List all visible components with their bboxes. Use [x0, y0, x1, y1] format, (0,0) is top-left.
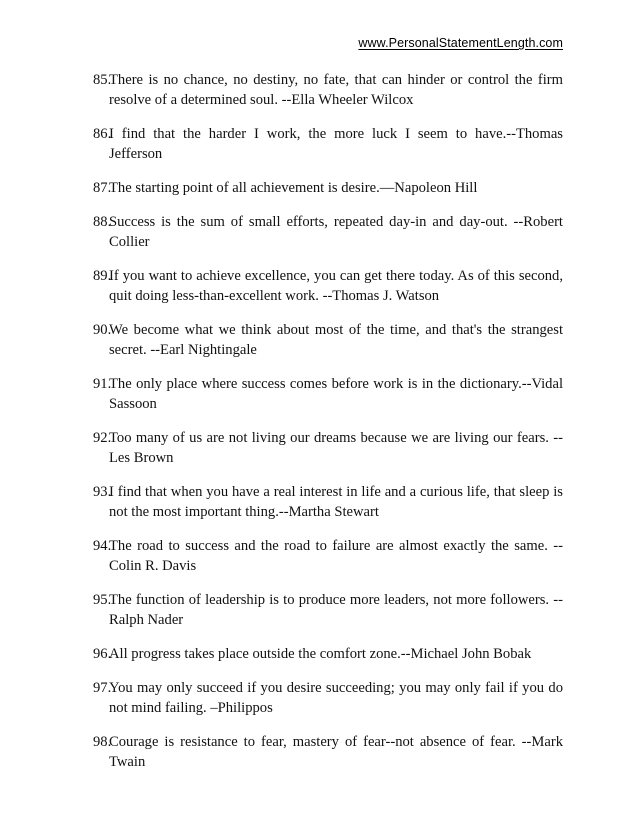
quote-number: 96. [93, 646, 112, 662]
quote-item-97 [93, 678, 563, 718]
quote-number: 91. [93, 376, 112, 392]
quote-item-89 [93, 266, 563, 306]
quote-number: 90. [93, 322, 112, 338]
quote-text: The starting point of all achievement is desire.—Napoleon Hill [109, 180, 478, 196]
quote-text: If you want to achieve excellence, you can get there today. As of this second, quit doing less-than-excellent work. --Thomas J. Watson [109, 268, 563, 304]
quote-item-86 [93, 124, 563, 164]
quote-item-93 [93, 482, 563, 522]
quote-number: 92. [93, 430, 112, 446]
quote-item-87 [93, 178, 563, 198]
quote-number: 93. [93, 484, 112, 500]
quote-item-88 [93, 212, 563, 252]
quote-number: 95. [93, 592, 112, 608]
quote-item-85 [93, 70, 563, 110]
quote-text: All progress takes place outside the comfort zone.--Michael John Bobak [109, 646, 532, 662]
quote-item-91 [93, 374, 563, 414]
quote-item-94 [93, 536, 563, 576]
quote-text: You may only succeed if you desire succeeding; you may only fail if you do not mind failing. –Philippos [109, 680, 563, 716]
quote-number: 86. [93, 126, 112, 142]
quote-list [93, 70, 563, 786]
quote-text: Courage is resistance to fear, mastery of fear--not absence of fear. --Mark Twain [109, 734, 563, 770]
quote-text: I find that the harder I work, the more luck I seem to have.--Thomas Jefferson [109, 126, 563, 162]
quote-number: 97. [93, 680, 112, 696]
quote-text: The only place where success comes before work is in the dictionary.--Vidal Sassoon [109, 376, 563, 412]
quote-text: There is no chance, no destiny, no fate, that can hinder or control the firm resolve of a determined soul. --Ella Wheeler Wilcox [109, 72, 563, 108]
quote-item-90 [93, 320, 563, 360]
quote-text: The road to success and the road to failure are almost exactly the same. --Colin R. Davis [109, 538, 563, 574]
quote-number: 85. [93, 72, 112, 88]
quote-item-98 [93, 732, 563, 772]
quote-item-96 [93, 644, 563, 664]
quote-number: 88. [93, 214, 112, 230]
quote-text: We become what we think about most of the time, and that's the strangest secret. --Earl Nightingale [109, 322, 563, 358]
quote-number: 89. [93, 268, 112, 284]
quote-text: The function of leadership is to produce more leaders, not more followers. --Ralph Nader [109, 592, 563, 628]
quote-item-95 [93, 590, 563, 630]
quote-number: 98. [93, 734, 112, 750]
quote-text: Success is the sum of small efforts, repeated day-in and day-out. --Robert Collier [109, 214, 563, 250]
quote-item-92 [93, 428, 563, 468]
quote-text: Too many of us are not living our dreams because we are living our fears. --Les Brown [109, 430, 563, 466]
site-url-link[interactable]: www.PersonalStatementLength.com [358, 36, 563, 50]
quote-number: 87. [93, 180, 112, 196]
quote-text: I find that when you have a real interest in life and a curious life, that sleep is not the most important thing.--Martha Stewart [109, 484, 563, 520]
quote-number: 94. [93, 538, 112, 554]
